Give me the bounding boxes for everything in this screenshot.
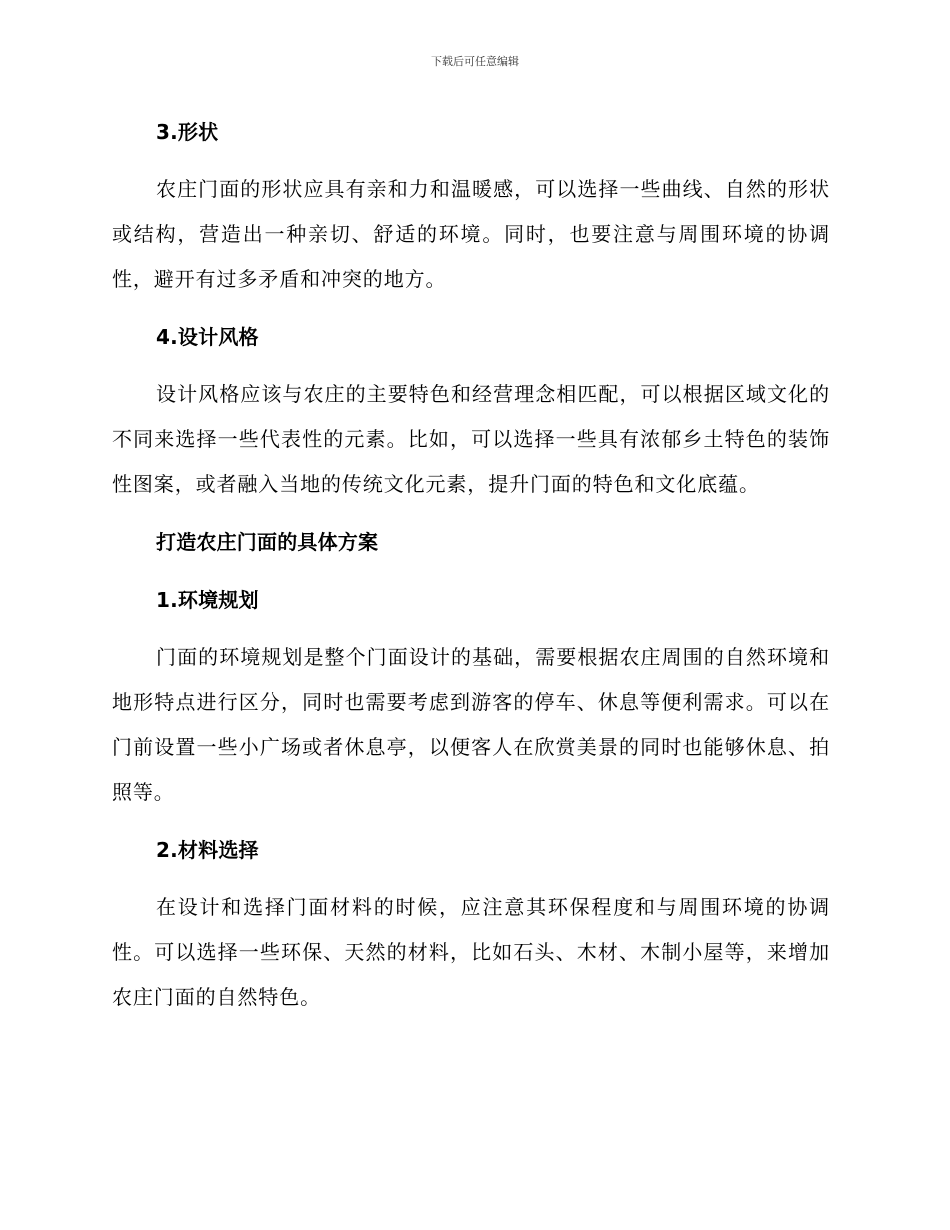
document-body — [112, 109, 830, 1020]
spacer — [112, 302, 830, 314]
section-heading-materials: 2.材料选择 — [156, 838, 259, 862]
header-note: 下载后可任意编辑 — [431, 55, 519, 68]
section-heading-shape: 3.形状 — [156, 120, 219, 144]
section-heading-environment: 1.环境规划 — [156, 588, 259, 612]
spacer — [112, 155, 830, 167]
spacer — [112, 815, 830, 827]
spacer — [112, 565, 830, 577]
spacer — [112, 623, 830, 635]
spacer — [112, 873, 830, 885]
section-paragraph-shape: 农庄门面的形状应具有亲和力和温暖感，可以选择一些曲线、自然的形状或结构，营造出一种亲切、舒适的环境。同时，也要注意与周围环境的协调性，避开有过多矛盾和冲突的地方。 — [112, 177, 830, 291]
section-heading-plan: 打造农庄门面的具体方案 — [156, 530, 379, 554]
section-paragraph-design-style: 设计风格应该与农庄的主要特色和经营理念相匹配，可以根据区域文化的不同来选择一些代表性的元素。比如，可以选择一些具有浓郁乡土特色的装饰性图案，或者融入当地的传统文化元素，提升门面的特色和文化底蕴。 — [112, 382, 830, 496]
spacer — [112, 360, 830, 372]
section-paragraph-materials: 在设计和选择门面材料的时候，应注意其环保程度和与周围环境的协调性。可以选择一些环保、天然的材料，比如石头、木材、木制小屋等，来增加农庄门面的自然特色。 — [112, 895, 830, 1009]
spacer — [112, 507, 830, 519]
section-paragraph-environment: 门面的环境规划是整个门面设计的基础，需要根据农庄周围的自然环境和地形特点进行区分，同时也需要考虑到游客的停车、休息等便利需求。可以在门前设置一些小广场或者休息亭，以便客人在欣赏美景的同时也能够休息、拍照等。 — [112, 645, 830, 804]
section-heading-design-style: 4.设计风格 — [156, 325, 259, 349]
